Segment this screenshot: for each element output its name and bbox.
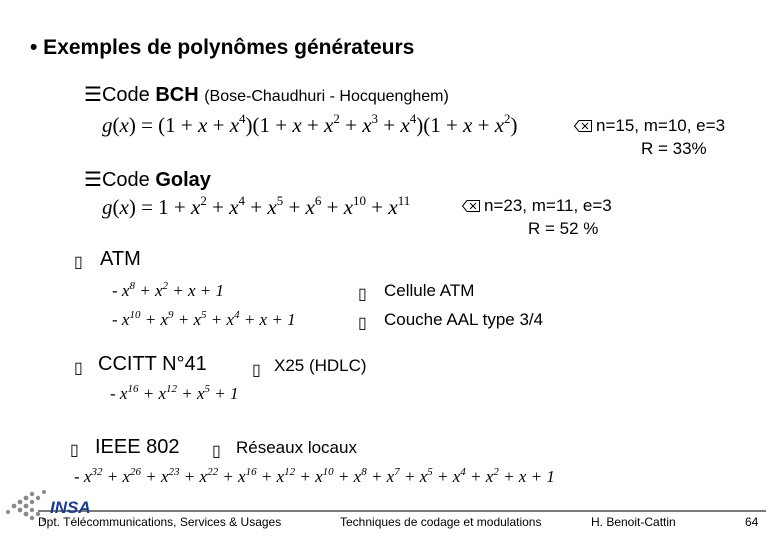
- missing-glyph-icon: ▯: [358, 286, 367, 303]
- ccitt-label: CCITT N°41: [98, 353, 207, 375]
- footer-author: H. Benoit-Cattin: [591, 515, 676, 529]
- slide-title: • Exemples de polynômes générateurs: [30, 36, 415, 59]
- footer-course: Techniques de codage et modulations: [340, 515, 542, 529]
- bch-name: BCH: [155, 84, 199, 106]
- golay-rate: R = 52 %: [528, 219, 599, 238]
- atm-poly-2-desc: Couche AAL type 3/4: [384, 310, 544, 329]
- delete-key-icon: [574, 120, 592, 132]
- bch-rate: R = 33%: [641, 139, 707, 158]
- atm-label: ATM: [100, 248, 141, 270]
- missing-glyph-icon: ▯: [74, 254, 83, 271]
- missing-glyph-icon: ▯: [212, 443, 221, 460]
- footer-rule: [38, 510, 766, 512]
- ieee-desc: Réseaux locaux: [236, 438, 357, 457]
- logo-text: INSA: [50, 498, 91, 517]
- ieee-label: IEEE 802: [95, 436, 180, 458]
- bch-prefix: Code: [101, 84, 156, 106]
- golay-prefix: Code: [101, 169, 156, 191]
- bch-params: [574, 116, 725, 136]
- bch-heading: [84, 82, 449, 107]
- delete-key-icon: [462, 200, 480, 212]
- ieee-poly: - $x^{32} + x^{26} + x^{23} + x^{22} + x^{16} + x^{12} + x^{10} + x^8 + x^7 + x^5 + x^4 + x^2 + x + 1$: [74, 466, 555, 486]
- bch-detail: (Bose-Chaudhuri - Hocquenghem): [204, 88, 449, 105]
- golay-name: Golay: [155, 169, 211, 191]
- golay-formula: $g(x) = 1 + x^2 + x^4 + x^5 + x^6 + x^{10} + x^{11}$: [102, 193, 411, 219]
- bullet-icon: ☰: [84, 169, 102, 191]
- missing-glyph-icon: ▯: [358, 315, 367, 332]
- bch-params-text: n=15, m=10, e=3: [596, 116, 726, 135]
- missing-glyph-icon: ▯: [70, 442, 79, 459]
- atm-poly-1-desc: Cellule ATM: [384, 281, 475, 300]
- page-number: 64: [745, 515, 759, 529]
- missing-glyph-icon: ▯: [74, 360, 83, 377]
- golay-params-text: n=23, m=11, e=3: [484, 196, 612, 215]
- ccitt-poly: - $x^{16} + x^{12} + x^5 + 1$: [110, 383, 239, 403]
- atm-poly-1: - $x^8 + x^2 + x + 1$: [112, 280, 225, 300]
- ccitt-desc: X25 (HDLC): [274, 356, 367, 375]
- bullet-icon: ☰: [84, 84, 102, 106]
- atm-poly-2: - $x^{10} + x^9 + x^5 + x^4 + x + 1$: [112, 309, 296, 329]
- golay-heading: [84, 167, 211, 192]
- missing-glyph-icon: ▯: [252, 362, 261, 379]
- golay-params: [462, 196, 612, 216]
- footer-department: Dpt. Télécommunications, Services & Usages: [38, 515, 282, 529]
- bch-formula: $g(x) = (1 + x + x^4)(1 + x + x^2 + x^3 + x^4)(1 + x + x^2)$: [102, 111, 518, 137]
